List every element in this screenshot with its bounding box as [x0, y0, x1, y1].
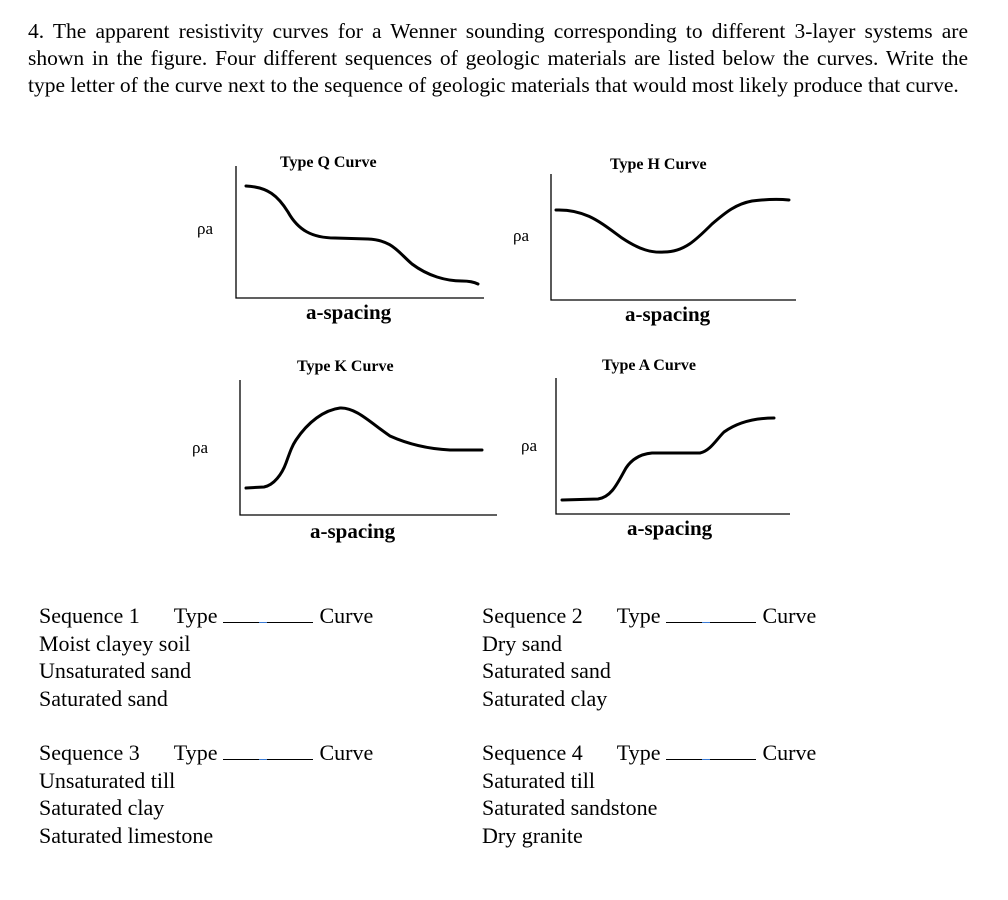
- material-item: Saturated clay: [482, 685, 608, 711]
- sequence-label: Sequence 3: [39, 740, 140, 765]
- q-x-label: a-spacing: [306, 300, 392, 324]
- answer-blank-1[interactable]: [223, 602, 313, 623]
- k-curve: [246, 408, 482, 488]
- a-x-label: a-spacing: [627, 516, 713, 540]
- k-y-label: ρa: [192, 438, 209, 457]
- k-x-label: a-spacing: [310, 519, 396, 543]
- sequence-label: Sequence 2: [482, 603, 583, 628]
- material-item: Saturated limestone: [39, 822, 214, 848]
- k-curve-title: Type K Curve: [297, 358, 394, 375]
- q-y-label: ρa: [197, 219, 214, 238]
- answer-blank-4[interactable]: [666, 739, 756, 760]
- material-item: Saturated till: [482, 767, 596, 793]
- type-word: Type: [173, 603, 218, 628]
- h-curve-title: Type H Curve: [610, 156, 707, 173]
- sequence-1: [39, 602, 373, 712]
- k-axes: [240, 380, 497, 515]
- material-item: Unsaturated till: [39, 767, 176, 793]
- question-text: 4. The apparent resistivity curves for a Wenner sounding corresponding to different 3-layer systems are shown in the figure. Four different sequences of geologic materials are listed below the curves. Write the type letter of the curve next to the sequence of geologic materials that would most likely produce that curve.: [28, 19, 968, 97]
- a-axes: [556, 378, 790, 514]
- material-item: Unsaturated sand: [39, 658, 192, 683]
- curve-word: Curve: [762, 603, 817, 628]
- type-word: Type: [173, 740, 218, 765]
- material-item: Saturated sand: [39, 685, 168, 711]
- curve-word: Curve: [319, 603, 374, 628]
- material-item: Saturated sand: [482, 658, 611, 683]
- sequence-label: Sequence 4: [482, 740, 583, 765]
- sequence-label: Sequence 1: [39, 603, 140, 628]
- curve-word: Curve: [319, 740, 374, 765]
- material-item: Moist clayey soil: [39, 630, 191, 656]
- sequence-4: [482, 739, 816, 849]
- sequence-2: [482, 602, 816, 712]
- type-word: Type: [616, 740, 661, 765]
- material-item: Saturated sandstone: [482, 795, 658, 820]
- type-word: Type: [616, 603, 661, 628]
- answer-blank-3[interactable]: [223, 739, 313, 760]
- h-curve: [556, 199, 789, 252]
- q-curve: [246, 186, 478, 284]
- h-x-label: a-spacing: [625, 302, 711, 326]
- h-axes: [551, 174, 796, 300]
- h-y-label: ρa: [513, 226, 530, 245]
- sequence-3: [39, 739, 373, 849]
- answer-blank-2[interactable]: [666, 602, 756, 623]
- material-item: Dry granite: [482, 822, 583, 848]
- material-item: Dry sand: [482, 630, 563, 656]
- curve-word: Curve: [762, 740, 817, 765]
- material-item: Saturated clay: [39, 795, 165, 820]
- a-curve-title: Type A Curve: [602, 357, 696, 374]
- q-curve-title: Type Q Curve: [280, 154, 377, 171]
- a-y-label: ρa: [521, 436, 538, 455]
- a-curve: [562, 418, 774, 500]
